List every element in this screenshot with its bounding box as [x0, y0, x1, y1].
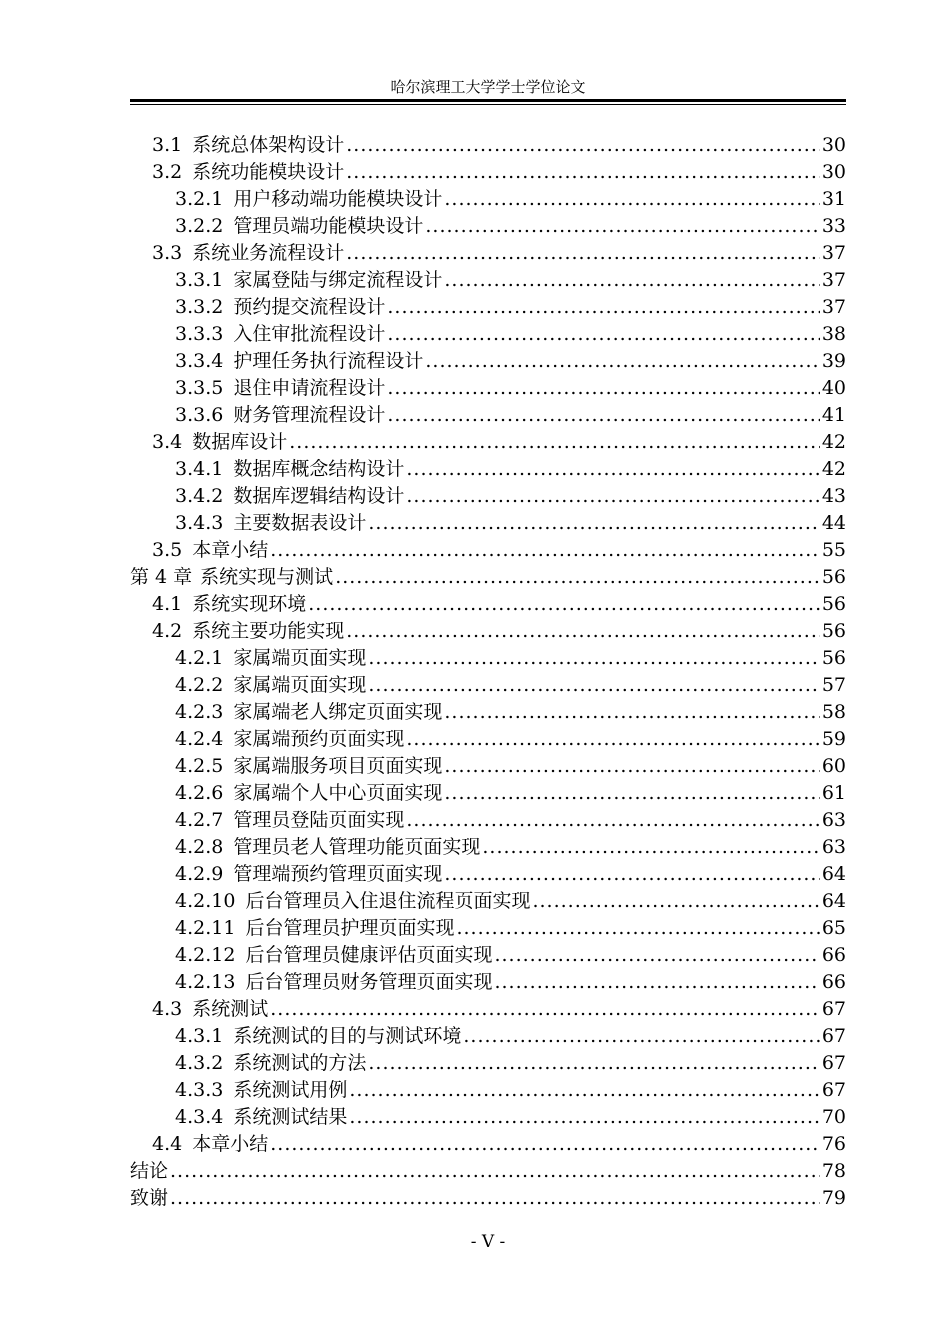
toc-leader-dots	[270, 537, 820, 564]
toc-entry[interactable]	[130, 321, 846, 348]
toc-entry-title: 家属端页面实现	[233, 674, 367, 696]
toc-entry[interactable]	[130, 1185, 846, 1212]
toc-entry-page: 56	[821, 647, 846, 669]
toc-entry-title: 数据库设计	[192, 431, 288, 453]
toc-leader-dots	[170, 1158, 820, 1185]
toc-entry[interactable]	[130, 132, 846, 159]
toc-entry-page: 41	[821, 404, 846, 426]
toc-entry-title: 管理员老人管理功能页面实现	[233, 836, 481, 858]
toc-entry[interactable]	[130, 483, 846, 510]
toc-entry-title: 数据库逻辑结构设计	[233, 485, 405, 507]
toc-entry-page: 67	[821, 1052, 846, 1074]
toc-entry-title: 系统业务流程设计	[192, 242, 345, 264]
toc-entry-number: 3.3.3	[175, 323, 224, 345]
toc-entry[interactable]	[130, 861, 846, 888]
toc-entry[interactable]	[130, 996, 846, 1023]
toc-entry[interactable]	[130, 429, 846, 456]
toc-leader-dots	[406, 726, 819, 753]
toc-entry-number: 4.3.3	[175, 1079, 224, 1101]
toc-entry-page: 56	[821, 566, 846, 588]
toc-leader-dots	[387, 321, 819, 348]
toc-leader-dots	[406, 456, 819, 483]
toc-entry-number: 4.2.6	[175, 782, 224, 804]
toc-entry-page: 58	[821, 701, 846, 723]
toc-entry-page: 64	[821, 863, 846, 885]
toc-leader-dots	[425, 348, 819, 375]
toc-entry-page: 76	[821, 1133, 846, 1155]
toc-leader-dots	[444, 186, 819, 213]
toc-leader-dots	[368, 510, 819, 537]
toc-entry-number: 3.3.2	[175, 296, 224, 318]
toc-entry-number: 4.2.7	[175, 809, 224, 831]
toc-entry-title: 系统功能模块设计	[192, 161, 345, 183]
toc-entry-number: 3.3.6	[175, 404, 224, 426]
toc-entry-number: 4.2.3	[175, 701, 224, 723]
toc-entry[interactable]	[130, 699, 846, 726]
toc-leader-dots	[444, 753, 819, 780]
header-rule-thin	[130, 104, 846, 105]
toc-entry-title: 本章小结	[192, 539, 269, 561]
toc-entry-page: 42	[821, 458, 846, 480]
toc-leader-dots	[444, 699, 819, 726]
toc-entry-page: 60	[821, 755, 846, 777]
toc-entry-number: 第 4 章	[130, 566, 193, 588]
header-rule-thick	[130, 99, 846, 102]
toc-entry-title: 预约提交流程设计	[233, 296, 386, 318]
toc-entry-page: 67	[821, 998, 846, 1020]
toc-entry-number: 3.5	[152, 539, 183, 561]
toc-entry-title: 系统测试的方法	[233, 1052, 367, 1074]
table-of-contents	[130, 132, 846, 1212]
toc-leader-dots	[425, 213, 819, 240]
toc-entry-title: 入住审批流程设计	[233, 323, 386, 345]
toc-entry[interactable]	[130, 915, 846, 942]
toc-entry[interactable]	[130, 618, 846, 645]
toc-entry-title: 后台管理员健康评估页面实现	[245, 944, 493, 966]
toc-entry[interactable]	[130, 159, 846, 186]
page-number: - V -	[470, 1232, 506, 1252]
toc-entry[interactable]	[130, 267, 846, 294]
toc-entry-title: 后台管理员护理页面实现	[245, 917, 455, 939]
toc-entry-page: 66	[821, 944, 846, 966]
toc-entry[interactable]	[130, 888, 846, 915]
toc-entry[interactable]	[130, 348, 846, 375]
toc-entry-title: 家属端老人绑定页面实现	[233, 701, 443, 723]
toc-entry[interactable]	[130, 834, 846, 861]
toc-entry[interactable]	[130, 591, 846, 618]
toc-entry-page: 78	[821, 1160, 846, 1182]
toc-entry[interactable]	[130, 402, 846, 429]
toc-entry-title: 后台管理员财务管理页面实现	[245, 971, 493, 993]
toc-entry[interactable]	[130, 186, 846, 213]
toc-entry[interactable]	[130, 375, 846, 402]
toc-entry-title: 家属端预约页面实现	[233, 728, 405, 750]
toc-entry[interactable]	[130, 1050, 846, 1077]
toc-entry-page: 38	[821, 323, 846, 345]
toc-entry-page: 67	[821, 1025, 846, 1047]
toc-entry-title: 家属登陆与绑定流程设计	[233, 269, 443, 291]
toc-entry[interactable]	[130, 942, 846, 969]
toc-entry-number: 4.2.8	[175, 836, 224, 858]
toc-entry[interactable]	[130, 1158, 846, 1185]
toc-leader-dots	[346, 240, 820, 267]
toc-entry-number: 4.2.13	[175, 971, 236, 993]
toc-entry-title: 管理员登陆页面实现	[233, 809, 405, 831]
toc-entry-number: 3.3.1	[175, 269, 224, 291]
toc-entry[interactable]	[130, 1023, 846, 1050]
toc-leader-dots	[532, 888, 819, 915]
toc-entry-number: 4.2.11	[175, 917, 236, 939]
toc-entry-page: 40	[821, 377, 846, 399]
toc-entry-title: 系统总体架构设计	[192, 134, 345, 156]
toc-entry[interactable]	[130, 969, 846, 996]
toc-entry-page: 30	[821, 161, 846, 183]
toc-entry[interactable]	[130, 753, 846, 780]
toc-entry-number: 4.2	[152, 620, 183, 642]
toc-entry-title: 财务管理流程设计	[233, 404, 386, 426]
toc-leader-dots	[494, 942, 819, 969]
toc-leader-dots	[349, 1104, 819, 1131]
toc-leader-dots	[289, 429, 820, 456]
running-header: 哈尔滨理工大学学士学位论文	[390, 78, 586, 96]
toc-entry[interactable]	[130, 726, 846, 753]
toc-entry-number: 4.3	[152, 998, 183, 1020]
toc-entry-number: 4.3.2	[175, 1052, 224, 1074]
toc-leader-dots	[270, 996, 820, 1023]
toc-leader-dots	[346, 159, 820, 186]
toc-leader-dots	[346, 618, 820, 645]
toc-entry[interactable]	[130, 456, 846, 483]
toc-entry[interactable]	[130, 807, 846, 834]
toc-entry-title: 结论	[130, 1160, 169, 1182]
toc-entry[interactable]	[130, 672, 846, 699]
toc-entry-title: 系统实现与测试	[200, 566, 334, 588]
toc-entry-page: 44	[821, 512, 846, 534]
toc-entry-number: 4.2.12	[175, 944, 236, 966]
toc-entry-title: 系统实现环境	[192, 593, 307, 615]
toc-entry-title: 主要数据表设计	[233, 512, 367, 534]
toc-entry-page: 55	[821, 539, 846, 561]
toc-entry-page: 33	[821, 215, 846, 237]
toc-leader-dots	[463, 1023, 819, 1050]
toc-entry-number: 4.2.1	[175, 647, 224, 669]
toc-entry-title: 系统主要功能实现	[192, 620, 345, 642]
toc-entry-page: 56	[821, 593, 846, 615]
toc-entry-page: 67	[821, 1079, 846, 1101]
toc-entry-number: 3.3	[152, 242, 183, 264]
toc-entry-number: 3.3.4	[175, 350, 224, 372]
toc-entry-number: 3.4.1	[175, 458, 224, 480]
toc-leader-dots	[346, 132, 820, 159]
toc-entry-number: 4.3.4	[175, 1106, 224, 1128]
toc-entry-title: 后台管理员入住退住流程页面实现	[245, 890, 531, 912]
toc-entry-number: 3.2.2	[175, 215, 224, 237]
toc-leader-dots	[349, 1077, 819, 1104]
toc-entry-page: 31	[821, 188, 846, 210]
toc-entry-title: 本章小结	[192, 1133, 269, 1155]
toc-leader-dots	[387, 402, 819, 429]
toc-entry-number: 3.1	[152, 134, 183, 156]
toc-entry[interactable]	[130, 645, 846, 672]
toc-entry-number: 4.4	[152, 1133, 183, 1155]
toc-leader-dots	[368, 645, 819, 672]
toc-entry-page: 42	[821, 431, 846, 453]
toc-entry-title: 系统测试	[192, 998, 269, 1020]
toc-entry-number: 4.2.2	[175, 674, 224, 696]
toc-entry-title: 致谢	[130, 1187, 169, 1209]
toc-entry-page: 63	[821, 836, 846, 858]
toc-entry-number: 4.2.4	[175, 728, 224, 750]
toc-entry[interactable]	[130, 1104, 846, 1131]
toc-entry-page: 30	[821, 134, 846, 156]
toc-entry-number: 4.2.9	[175, 863, 224, 885]
toc-entry[interactable]	[130, 1131, 846, 1158]
toc-entry-page: 59	[821, 728, 846, 750]
toc-entry[interactable]	[130, 1077, 846, 1104]
toc-leader-dots	[494, 969, 819, 996]
toc-entry-title: 家属端服务项目页面实现	[233, 755, 443, 777]
toc-entry-title: 护理任务执行流程设计	[233, 350, 424, 372]
toc-entry-page: 39	[821, 350, 846, 372]
toc-entry-title: 系统测试结果	[233, 1106, 348, 1128]
toc-entry-page: 63	[821, 809, 846, 831]
toc-entry-page: 61	[821, 782, 846, 804]
toc-entry-page: 79	[821, 1187, 846, 1209]
toc-leader-dots	[444, 780, 819, 807]
toc-entry-number: 3.2	[152, 161, 183, 183]
toc-entry-title: 管理端预约管理页面实现	[233, 863, 443, 885]
toc-entry-title: 家属端个人中心页面实现	[233, 782, 443, 804]
toc-entry-number: 3.2.1	[175, 188, 224, 210]
toc-entry-page: 43	[821, 485, 846, 507]
toc-leader-dots	[406, 807, 819, 834]
toc-leader-dots	[387, 294, 819, 321]
toc-entry-title: 系统测试用例	[233, 1079, 348, 1101]
toc-leader-dots	[387, 375, 819, 402]
toc-entry[interactable]	[130, 240, 846, 267]
toc-entry-title: 数据库概念结构设计	[233, 458, 405, 480]
toc-entry-number: 4.2.10	[175, 890, 236, 912]
toc-entry-page: 70	[821, 1106, 846, 1128]
toc-leader-dots	[368, 672, 819, 699]
toc-entry-number: 3.4.2	[175, 485, 224, 507]
toc-entry-page: 37	[821, 242, 846, 264]
toc-leader-dots	[406, 483, 819, 510]
toc-leader-dots	[482, 834, 819, 861]
toc-entry[interactable]	[130, 213, 846, 240]
toc-entry-number: 3.3.5	[175, 377, 224, 399]
toc-entry[interactable]	[130, 780, 846, 807]
toc-entry-number: 4.3.1	[175, 1025, 224, 1047]
toc-leader-dots	[270, 1131, 820, 1158]
toc-entry[interactable]	[130, 510, 846, 537]
toc-entry-title: 退住申请流程设计	[233, 377, 386, 399]
toc-leader-dots	[170, 1185, 820, 1212]
toc-leader-dots	[335, 564, 820, 591]
toc-leader-dots	[456, 915, 819, 942]
toc-leader-dots	[308, 591, 820, 618]
toc-entry-page: 37	[821, 269, 846, 291]
toc-entry-title: 家属端页面实现	[233, 647, 367, 669]
toc-leader-dots	[444, 861, 819, 888]
toc-entry-page: 57	[821, 674, 846, 696]
toc-entry[interactable]	[130, 537, 846, 564]
toc-entry-page: 66	[821, 971, 846, 993]
toc-entry[interactable]	[130, 564, 846, 591]
toc-entry-page: 64	[821, 890, 846, 912]
toc-entry-title: 用户移动端功能模块设计	[233, 188, 443, 210]
toc-entry-number: 4.2.5	[175, 755, 224, 777]
toc-entry-number: 3.4	[152, 431, 183, 453]
toc-leader-dots	[368, 1050, 819, 1077]
toc-leader-dots	[444, 267, 819, 294]
toc-entry[interactable]	[130, 294, 846, 321]
toc-entry-page: 65	[821, 917, 846, 939]
toc-entry-title: 管理员端功能模块设计	[233, 215, 424, 237]
toc-entry-number: 3.4.3	[175, 512, 224, 534]
toc-entry-page: 37	[821, 296, 846, 318]
toc-entry-title: 系统测试的目的与测试环境	[233, 1025, 462, 1047]
toc-entry-page: 56	[821, 620, 846, 642]
toc-entry-number: 4.1	[152, 593, 183, 615]
